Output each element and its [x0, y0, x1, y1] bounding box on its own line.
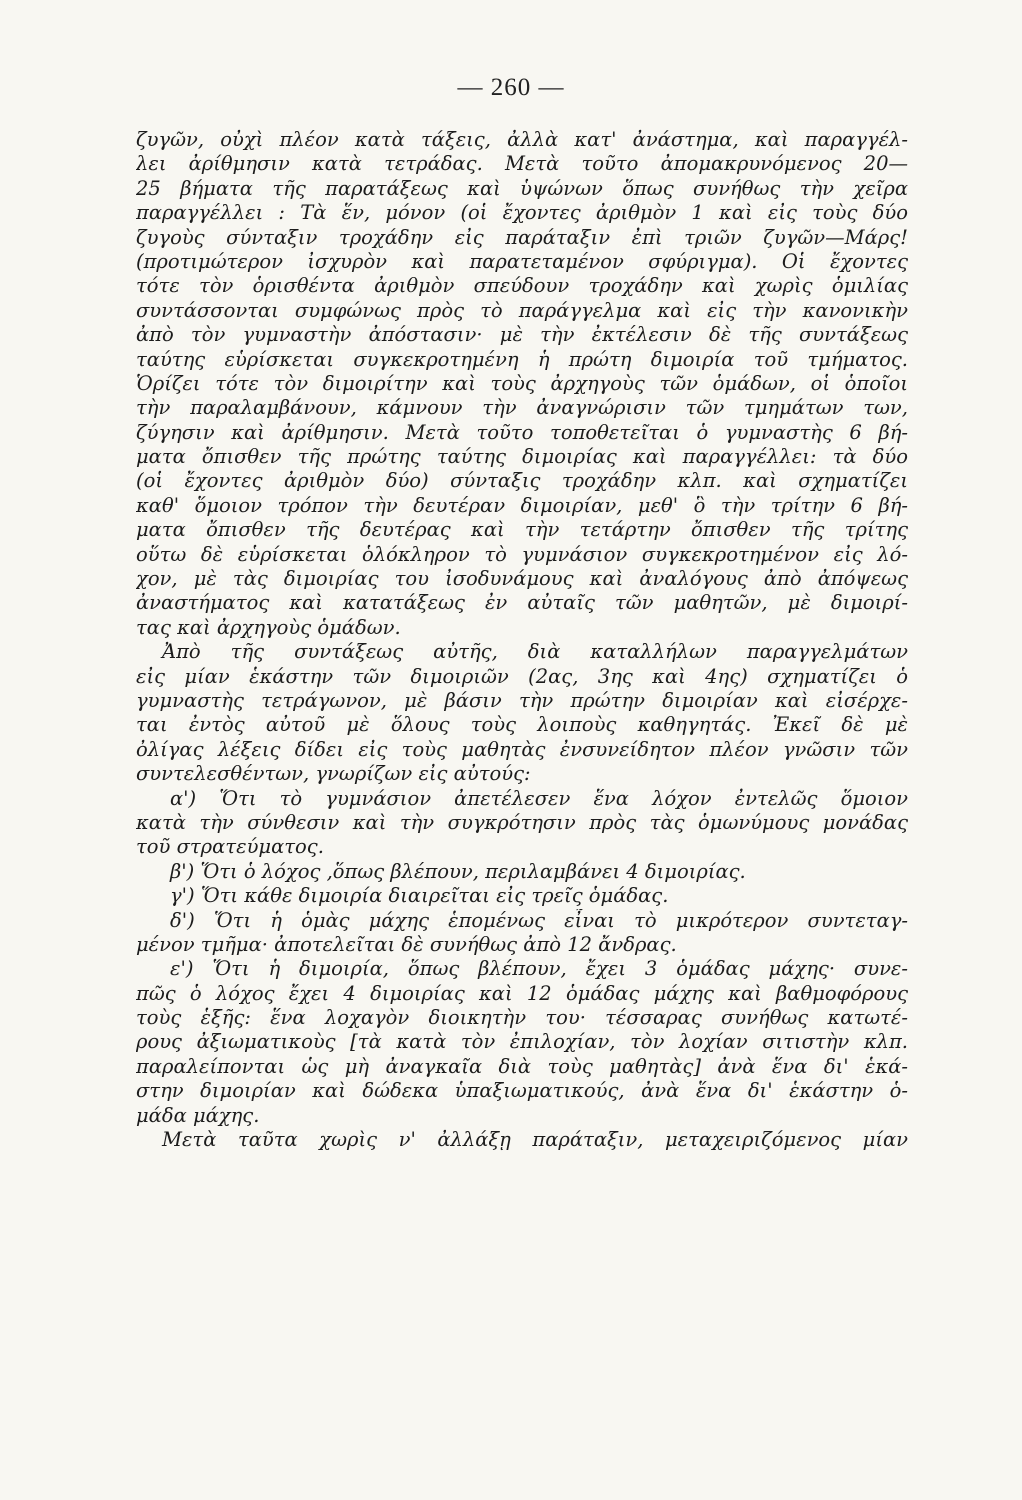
text-line: τοῦ στρατεύματος. — [136, 835, 324, 859]
text-line: ται ἐντὸς αὐτοῦ μὲ ὅλους τοὺς λοιποὺς καθηγητάς. Ἐκεῖ δὲ μὲ — [136, 713, 908, 737]
text-line: τότε τὸν ὁρισθέντα ἀριθμὸν σπεύδουν τροχάδην καὶ χωρὶς ὁμιλίας — [136, 274, 908, 298]
text-line: συντελεσθέντων, γνωρίζων εἰς αὐτούς: — [136, 762, 531, 786]
text-line: Ὁρίζει τότε τὸν διμοιρίτην καὶ τοὺς ἀρχηγοὺς τῶν ὁμάδων, οἱ ὁποῖοι — [136, 371, 908, 395]
text-line: Ἀπὸ τῆς συντάξεως αὐτῆς, διὰ καταλλήλων παραγγελμάτων — [162, 640, 908, 664]
text-line: ἀναστήματος καὶ κατατάξεως ἐν αὐταῖς τῶν μαθητῶν, μὲ διμοιρί- — [136, 591, 908, 615]
text-line: παραγγέλλει : Τὰ ἕν, μόνον (οἱ ἔχοντες ἀριθμὸν 1 καὶ εἰς τοὺς δύο — [136, 201, 908, 225]
text-line: δ') Ὅτι ἡ ὁμὰς μάχης ἑπομένως εἶναι τὸ μικρότερον συντεταγ- — [170, 908, 908, 932]
text-line: τοὺς ἑξῆς: ἕνα λοχαγὸν διοικητὴν του· τέσσαρας συνήθως κατωτέ- — [136, 1006, 908, 1030]
text-line: πῶς ὁ λόχος ἔχει 4 διμοιρίας καὶ 12 ὁμάδας μάχης καὶ βαθμοφόρους — [136, 981, 908, 1005]
text-line: α') Ὅτι τὸ γυμνάσιον ἀπετέλεσεν ἕνα λόχον ἐντελῶς ὅμοιον — [170, 786, 908, 810]
text-line: γυμναστὴς τετράγωνον, μὲ βάσιν τὴν πρώτην διμοιρίαν καὶ εἰσέρχε- — [136, 688, 908, 712]
text-line: κατὰ τὴν σύνθεσιν καὶ τὴν συγκρότησιν πρὸς τὰς ὁμωνύμους μονάδας — [136, 810, 908, 834]
text-line: γ') Ὅτι κάθε διμοιρία διαιρεῖται εἰς τρεῖς ὁμάδας. — [170, 884, 669, 908]
text-line: λει ἀρίθμησιν κατὰ τετράδας. Μετὰ τοῦτο ἀπομακρυνόμενος 20— — [136, 152, 908, 176]
text-line: ρους ἀξιωματικοὺς [τὰ κατὰ τὸν ἐπιλοχίαν, τὸν λοχίαν σιτιστὴν κλπ. — [136, 1030, 908, 1054]
text-line: ταύτης εὑρίσκεται συγκεκροτημένη ἡ πρώτη διμοιρία τοῦ τμήματος. — [136, 347, 908, 371]
text-line: Μετὰ ταῦτα χωρὶς ν' ἀλλάξῃ παράταξιν, μεταχειριζόμενος μίαν — [162, 1128, 908, 1152]
text-line: ματα ὄπισθεν τῆς δευτέρας καὶ τὴν τετάρτην ὄπισθεν τῆς τρίτης — [136, 518, 908, 542]
text-line: ζυγοὺς σύνταξιν τροχάδην εἰς παράταξιν ἐπὶ τριῶν ζυγῶν—Μάρς! — [136, 225, 908, 249]
text-line: ἀπὸ τὸν γυμναστὴν ἀπόστασιν· μὲ τὴν ἐκτέλεσιν δὲ τῆς συντάξεως — [136, 323, 908, 347]
text-line: στην διμοιρίαν καὶ δώδεκα ὑπαξιωματικούς, ἀνὰ ἕνα δι' ἑκάστην ὁ- — [136, 1079, 908, 1103]
text-line: μένον τμῆμα· ἀποτελεῖται δὲ συνήθως ἀπὸ 12 ἄνδρας. — [136, 932, 677, 956]
text-line: τας καὶ ἀρχηγοὺς ὁμάδων. — [136, 615, 401, 639]
text-line: οὕτω δὲ εὑρίσκεται ὁλόκληρον τὸ γυμνάσιον συγκεκροτημένον εἰς λό- — [136, 542, 908, 566]
text-line: παραλείπονται ὡς μὴ ἀναγκαῖα διὰ τοὺς μαθητὰς] ἀνὰ ἕνα δι' ἑκά- — [136, 1054, 908, 1078]
text-line: τὴν παραλαμβάνουν, κάμνουν τὴν ἀναγνώρισιν τῶν τμημάτων των, — [136, 396, 908, 420]
text-line: μάδα μάχης. — [136, 1103, 260, 1127]
text-line: β') Ὅτι ὁ λόχος ,ὅπως βλέπουν, περιλαμβάνει 4 διμοιρίας. — [170, 859, 746, 883]
text-line: ματα ὄπισθεν τῆς πρώτης ταύτης διμοιρίας καὶ παραγγέλλει: τὰ δύο — [136, 445, 908, 469]
body-text — [136, 128, 908, 1152]
page-number: — 260 — — [457, 74, 565, 101]
text-line: ζύγησιν καὶ ἀρίθμησιν. Μετὰ τοῦτο τοποθετεῖται ὁ γυμναστὴς 6 βή- — [136, 420, 908, 444]
text-line: (οἱ ἔχοντες ἀριθμὸν δύο) σύνταξις τροχάδην κλπ. καὶ σχηματίζει — [136, 469, 908, 493]
text-line: εἰς μίαν ἑκάστην τῶν διμοιριῶν (2ας, 3ης καὶ 4ης) σχηματίζει ὁ — [136, 664, 908, 688]
text-line: 25 βήματα τῆς παρατάξεως καὶ ὑψώνων ὅπως συνήθως τὴν χεῖρα — [136, 176, 908, 200]
text-line: (προτιμώτερον ἰσχυρὸν καὶ παρατεταμένον σφύριγμα). Οἱ ἔχοντες — [136, 249, 908, 273]
text-line: ε') Ὅτι ἡ διμοιρία, ὅπως βλέπουν, ἔχει 3 ὁμάδας μάχης· συνε- — [170, 957, 908, 981]
text-line: καθ' ὅμοιον τρόπον τὴν δευτέραν διμοιρίαν, μεθ' ὃ τὴν τρίτην 6 βή- — [136, 493, 908, 517]
text-line: συντάσσονται συμφώνως πρὸς τὸ παράγγελμα καὶ εἰς τὴν κανονικὴν — [136, 298, 908, 322]
text-line: ζυγῶν, οὐχὶ πλέον κατὰ τάξεις, ἀλλὰ κατ' ἀνάστημα, καὶ παραγγέλ- — [136, 128, 908, 151]
text-line: χον, μὲ τὰς διμοιρίας του ἰσοδυνάμους καὶ ἀναλόγους ἀπὸ ἀπόψεως — [136, 567, 908, 591]
text-line: ὀλίγας λέξεις δίδει εἰς τοὺς μαθητὰς ἐνσυνείδητον πλέον γνῶσιν τῶν — [136, 737, 908, 761]
